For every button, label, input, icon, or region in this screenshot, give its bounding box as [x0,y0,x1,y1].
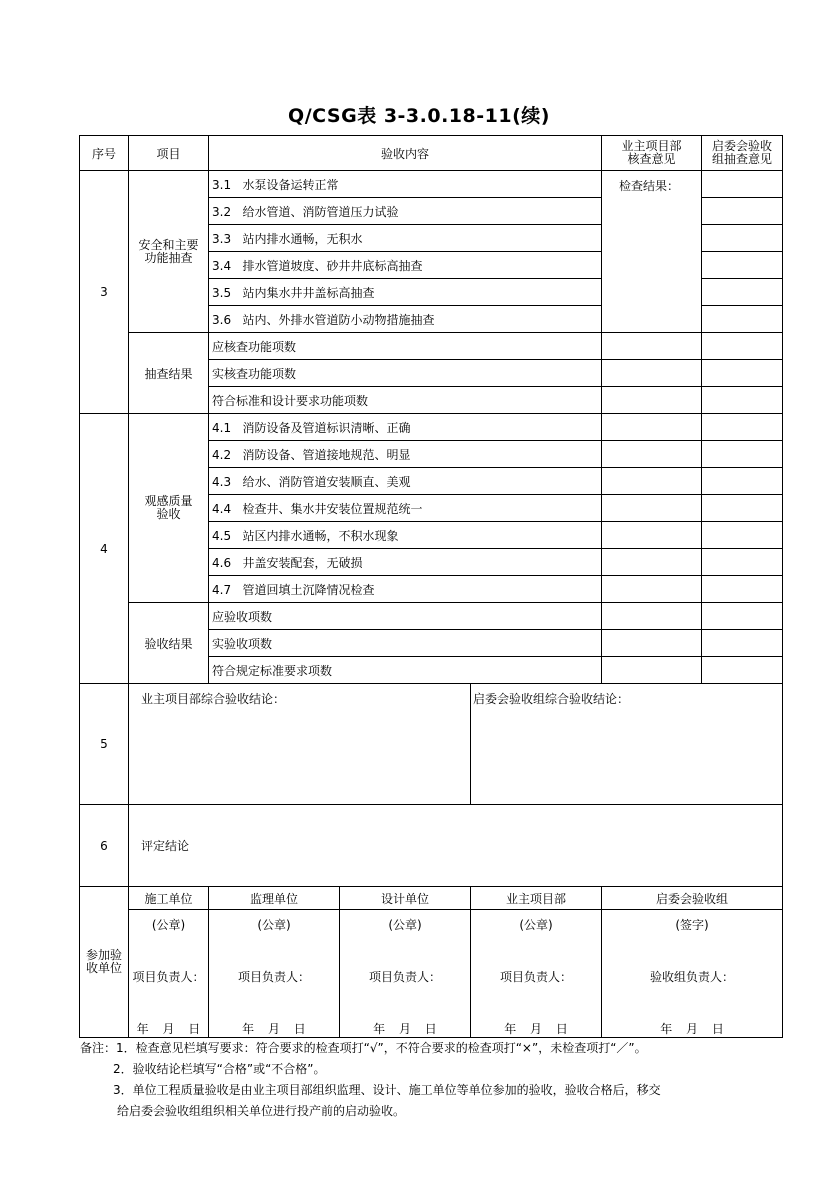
header-item: 项目 [129,136,209,171]
section4-group1-label-line1: 观感质量 [144,494,193,508]
section4-number: 4 [80,414,129,684]
committee-cell[interactable] [702,414,783,441]
item-text: 井盖安装配套，无破损 [242,555,363,570]
participants-label-line2: 收单位 [85,961,122,975]
item-text: 检查井、集水井安装位置规范统一 [242,501,423,516]
item-text: 排水管道坡度、砂井井底标高抽查 [242,258,423,273]
header-owner-opinion-line2: 核查意见 [627,152,676,166]
date-label: 年 月 日 [242,1022,306,1036]
seal-label: (公章) [388,918,422,932]
header-committee-opinion-line2: 组抽查意见 [712,152,773,166]
section3-result: 符合标准和设计要求功能项数 [209,387,602,414]
item-code: 3.6 [212,312,232,327]
person-label: 项目负责人： [500,970,573,984]
item-code: 3.4 [212,258,232,273]
section5-number: 5 [80,684,129,805]
section3-item [209,279,602,306]
seal-label: (公章) [151,918,186,932]
participant-sign-cell[interactable] [209,910,340,1038]
table-row [80,684,783,805]
owner-cell[interactable] [602,333,702,360]
committee-cell[interactable] [702,603,783,630]
section3-item [209,252,602,279]
committee-cell[interactable] [702,198,783,225]
committee-cell[interactable] [702,225,783,252]
section4-group1-label [129,414,209,603]
owner-cell[interactable] [602,468,702,495]
item-code: 4.2 [212,447,232,462]
note-line-1: 备注：1．检查意见栏填写要求：符合要求的检查项打“√”，不符合要求的检查项打“×”，未检查项打“／”。 [80,1041,647,1055]
owner-conclusion-label: 业主项目部综合验收结论： [141,692,286,706]
owner-cell[interactable] [602,549,702,576]
section3-group2-label: 抽查结果 [129,333,209,414]
committee-cell[interactable] [702,468,783,495]
owner-cell[interactable] [602,657,702,684]
participant-sign-cell[interactable] [129,910,209,1038]
section3-item [209,198,602,225]
header-row [80,136,783,171]
section3-group1-label-line2: 功能抽查 [144,250,193,265]
note-line-3: 3．单位工程质量验收是由业主项目部组织监理、设计、施工单位等单位参加的验收，验收合格后，移交 [113,1083,661,1097]
participants-label-line1: 参加验 [85,948,122,962]
person-label: 验收组负责人： [650,970,735,984]
section3-result: 应核查功能项数 [209,333,602,360]
section3-check-result[interactable] [602,171,702,333]
section3-item [209,225,602,252]
participants-header-row [80,887,783,910]
header-committee-opinion [702,136,783,171]
person-label: 项目负责人： [237,970,310,984]
section3-group1-label-line1: 安全和主要 [138,237,199,252]
item-code: 4.3 [212,474,232,489]
committee-conclusion-label: 启委会验收组综合验收结论： [473,692,630,706]
participant-name: 施工单位 [129,887,209,910]
notes [80,1038,661,1122]
item-code: 4.6 [212,555,232,570]
participant-name: 监理单位 [209,887,340,910]
item-text: 站内、外排水管道防小动物措施抽查 [242,312,435,327]
committee-cell[interactable] [702,657,783,684]
note-line-4: 给启委会验收组组织相关单位进行投产前的启动验收。 [117,1104,406,1118]
item-text: 水泵设备运转正常 [242,177,339,192]
evaluation-conclusion-cell[interactable] [129,805,783,887]
table-row [80,603,783,630]
page-title: Q/CSG表 3-3.0.18-11(续) [288,105,550,127]
table-row [80,171,783,198]
acceptance-table [79,135,783,1038]
item-text: 站内集水井井盖标高抽查 [242,285,375,300]
item-text: 站区内排水通畅，不积水现象 [242,528,399,543]
owner-cell[interactable] [602,576,702,603]
committee-cell[interactable] [702,252,783,279]
section4-group1-label-line2: 验收 [156,507,181,521]
date-label: 年 月 日 [373,1022,437,1036]
owner-conclusion-cell[interactable] [129,684,471,805]
section4-item [209,495,602,522]
table-row [80,333,783,360]
committee-cell[interactable] [702,630,783,657]
section4-item [209,576,602,603]
item-code: 3.2 [212,204,232,219]
section4-item [209,549,602,576]
item-text: 消防设备、管道接地规范、明显 [242,447,411,462]
evaluation-conclusion-label: 评定结论 [141,839,190,853]
section4-item [209,414,602,441]
committee-cell[interactable] [702,522,783,549]
item-text: 站内排水通畅，无积水 [242,231,363,246]
seal-label: (公章) [519,918,553,932]
committee-cell[interactable] [702,441,783,468]
section3-group1-label [129,171,209,333]
committee-conclusion-cell[interactable] [471,684,783,805]
item-code: 4.7 [212,582,232,597]
committee-cell[interactable] [702,306,783,333]
header-seq: 序号 [80,136,129,171]
seal-label: (签字) [675,918,709,932]
owner-cell[interactable] [602,630,702,657]
participant-sign-cell[interactable] [340,910,471,1038]
item-code: 3.3 [212,231,232,246]
participants-sign-row [80,910,783,1038]
header-content: 验收内容 [209,136,602,171]
participant-sign-cell[interactable] [602,910,783,1038]
owner-cell[interactable] [602,387,702,414]
section3-item [209,171,602,198]
section3-item [209,306,602,333]
owner-cell[interactable] [602,522,702,549]
owner-cell[interactable] [602,495,702,522]
section4-item [209,441,602,468]
item-text: 给水管道、消防管道压力试验 [242,204,399,219]
check-result-label: 检查结果： [619,179,680,193]
item-code: 4.1 [212,420,232,435]
section6-number: 6 [80,805,129,887]
section4-result: 符合规定标准要求项数 [209,657,602,684]
note-line-2: 2．验收结论栏填写“合格”或“不合格”。 [113,1062,326,1076]
committee-cell[interactable] [702,387,783,414]
date-label: 年 月 日 [504,1022,568,1036]
person-label: 项目负责人： [368,970,441,984]
committee-cell[interactable] [702,576,783,603]
item-code: 4.4 [212,501,232,516]
table-row [80,414,783,441]
item-text: 给水、消防管道安装顺直、美观 [242,474,411,489]
item-code: 4.5 [212,528,232,543]
header-owner-opinion-line1: 业主项目部 [621,139,682,153]
person-label: 项目负责人： [132,970,205,984]
item-text: 管道回填土沉降情况检查 [242,582,375,597]
committee-cell[interactable] [702,360,783,387]
committee-cell[interactable] [702,549,783,576]
committee-cell[interactable] [702,171,783,198]
date-label: 年 月 日 [136,1022,201,1036]
section4-result: 实验收项数 [209,630,602,657]
header-committee-opinion-line1: 启委会验收 [712,139,773,153]
section3-number: 3 [80,171,129,414]
owner-cell[interactable] [602,414,702,441]
participant-name: 业主项目部 [471,887,602,910]
section4-item [209,468,602,495]
committee-cell[interactable] [702,279,783,306]
item-code: 3.5 [212,285,232,300]
committee-cell[interactable] [702,333,783,360]
participant-sign-cell[interactable] [471,910,602,1038]
header-owner-opinion [602,136,702,171]
owner-cell[interactable] [602,360,702,387]
participant-name: 设计单位 [340,887,471,910]
seal-label: (公章) [257,918,291,932]
item-text: 消防设备及管道标识清晰、正确 [242,420,411,435]
committee-cell[interactable] [702,495,783,522]
owner-cell[interactable] [602,441,702,468]
date-label: 年 月 日 [660,1022,724,1036]
owner-cell[interactable] [602,603,702,630]
section4-group2-label: 验收结果 [129,603,209,684]
section3-result: 实核查功能项数 [209,360,602,387]
participants-label [80,887,129,1038]
section4-item [209,522,602,549]
section4-result: 应验收项数 [209,603,602,630]
table-row [80,805,783,887]
item-code: 3.1 [212,177,232,192]
participant-name: 启委会验收组 [602,887,783,910]
